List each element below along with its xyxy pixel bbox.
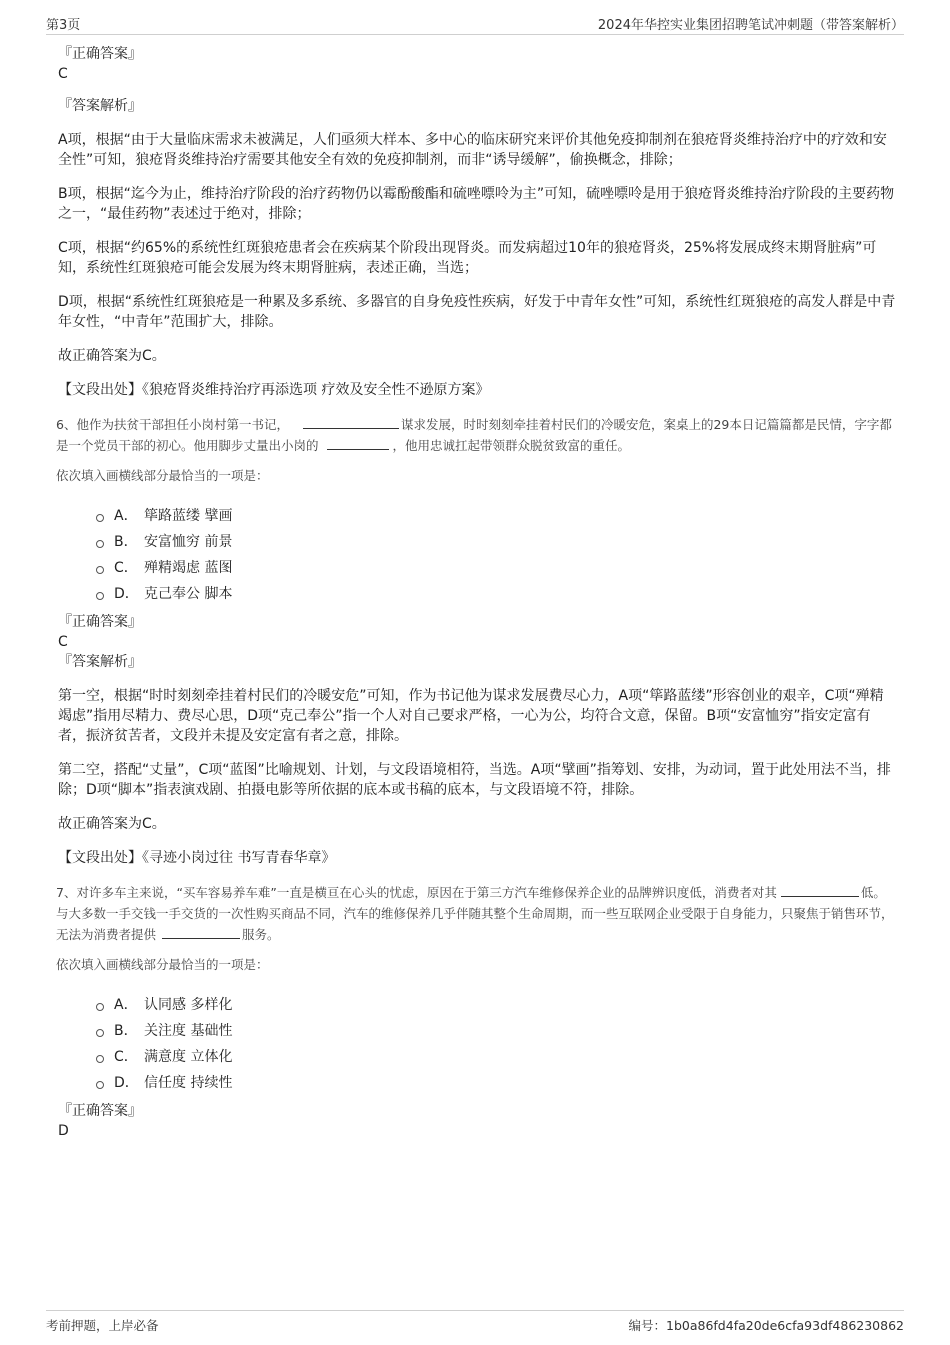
radio-icon[interactable] — [96, 592, 104, 600]
analysis-paragraph: B项，根据“迄今为止，维持治疗阶段的治疗药物仍以霉酚酸酯和硫唑嘌呤为主”可知，硫唑嘌呤是用于狼疮肾炎维持治疗阶段的主要药物之一，“最佳药物”表述过于绝对，排除； — [58, 186, 895, 222]
footer-slogan: 考前押题，上岸必备 — [46, 1318, 159, 1333]
analysis-paragraph: 第一空，根据“时时刻刻牵挂着村民们的冷暖安危”可知，作为书记他为谋求发展费尽心力，A项“筚路蓝缕”形容创业的艰辛，C项“殚精竭虑”指用尽精力、费尽心思，D项“克己奉公”指一个人对自己要求严格，一心为公，均符合文意，保留。B项“安富恤穷”指安定富有者，振济贫苦者，文段并未提及安定富有者之意，排除。 — [58, 688, 884, 744]
option-list — [96, 502, 896, 606]
option-c[interactable]: C． 满意度 立体化 — [96, 1043, 896, 1069]
answer-value: C — [58, 634, 68, 650]
answer-label: 『正确答案』 — [58, 46, 142, 62]
document-title: 2024年华控实业集团招聘笔试冲刺题（带答案解析） — [597, 18, 904, 33]
option-c[interactable]: C． 殚精竭虑 蓝图 — [96, 554, 896, 580]
page-footer — [46, 1310, 904, 1337]
radio-icon[interactable] — [96, 540, 104, 548]
option-a[interactable]: A． 认同感 多样化 — [96, 991, 896, 1017]
question-prompt: 依次填入画横线部分最恰当的一项是： — [56, 468, 269, 483]
fill-blank — [781, 882, 859, 897]
document-id: 编号：1b0a86fd4fa20de6cfa93df486230862 — [628, 1318, 904, 1333]
radio-icon[interactable] — [96, 1055, 104, 1063]
analysis-label: 『答案解析』 — [58, 654, 142, 670]
radio-icon[interactable] — [96, 1081, 104, 1089]
source-citation: 【文段出处】《狼疮肾炎维持治疗再添选项 疗效及安全性不逊原方案》 — [58, 382, 490, 398]
analysis-paragraph: 第二空，搭配“丈量”，C项“蓝图”比喻规划、计划，与文段语境相符，当选。A项“擘画”指筹划、安排，为动词，置于此处用法不当，排除；D项“脚本”指表演戏剧、拍摄电影等所依据的底本或书稿的底本，与文段语境不符，排除。 — [58, 762, 891, 798]
option-b[interactable]: B． 安富恤穷 前景 — [96, 528, 896, 554]
document-content — [56, 44, 896, 1141]
answer-label: 『正确答案』 — [58, 614, 142, 630]
question-7-text: 7、对许多车主来说，“买车容易养车难”一直是横亘在心头的忧虑，原因在于第三方汽车维修保养企业的品牌辨识度低，消费者对其 低。与大多数一手交钱一手交货的一次性购买商品不同，汽车的维修保养几乎伴随其整个生命周期，而一些互联网企业受限于自身能力，只聚焦于销售环节，无法为消费者提供 服务。 — [56, 882, 896, 945]
source-citation: 【文段出处】《寻迹小岗过往 书写青春华章》 — [58, 850, 336, 866]
radio-icon[interactable] — [96, 1029, 104, 1037]
analysis-conclusion: 故正确答案为C。 — [58, 816, 166, 832]
option-b[interactable]: B． 关注度 基础性 — [96, 1017, 896, 1043]
analysis-paragraph: A项，根据“由于大量临床需求未被满足，人们亟须大样本、多中心的临床研究来评价其他免疫抑制剂在狼疮肾炎维持治疗中的疗效和安全性”可知，狼疮肾炎维持治疗需要其他安全有效的免疫抑制剂，而非“诱导缓解”，偷换概念，排除； — [58, 132, 887, 168]
analysis-paragraph: D项，根据“系统性红斑狼疮是一种累及多系统、多器官的自身免疫性疾病，好发于中青年女性”可知，系统性红斑狼疮的高发人群是中青年女性，“中青年”范围扩大，排除。 — [58, 294, 896, 330]
page-number: 第3页 — [46, 18, 81, 33]
question-6-text: 6、他作为扶贫干部担任小岗村第一书记， 谋求发展，时时刻刻牵挂着村民们的冷暖安危，案桌上的29本日记篇篇都是民情，字字都是一个党员干部的初心。他用脚步丈量出小岗的 ，他用忠诚扛起带领群众脱贫致富的重任。 — [56, 414, 896, 456]
fill-blank — [327, 435, 389, 450]
fill-blank — [162, 924, 240, 939]
answer-label: 『正确答案』 — [58, 1103, 142, 1119]
answer-value: D — [58, 1123, 69, 1139]
radio-icon[interactable] — [96, 514, 104, 522]
page-header — [46, 14, 904, 35]
radio-icon[interactable] — [96, 566, 104, 574]
fill-blank — [303, 414, 399, 429]
analysis-conclusion: 故正确答案为C。 — [58, 348, 166, 364]
option-list — [96, 991, 896, 1095]
radio-icon[interactable] — [96, 1003, 104, 1011]
answer-value: C — [58, 66, 68, 82]
option-a[interactable]: A． 筚路蓝缕 擘画 — [96, 502, 896, 528]
question-prompt: 依次填入画横线部分最恰当的一项是： — [56, 957, 269, 972]
option-d[interactable]: D． 克己奉公 脚本 — [96, 580, 896, 606]
option-d[interactable]: D． 信任度 持续性 — [96, 1069, 896, 1095]
analysis-label: 『答案解析』 — [58, 98, 142, 114]
analysis-paragraph: C项，根据“约65%的系统性红斑狼疮患者会在疾病某个阶段出现肾炎。而发病超过10年的狼疮肾炎，25%将发展成终末期肾脏病”可知，系统性红斑狼疮可能会发展为终末期肾脏病，表述正确，当选； — [58, 240, 877, 276]
